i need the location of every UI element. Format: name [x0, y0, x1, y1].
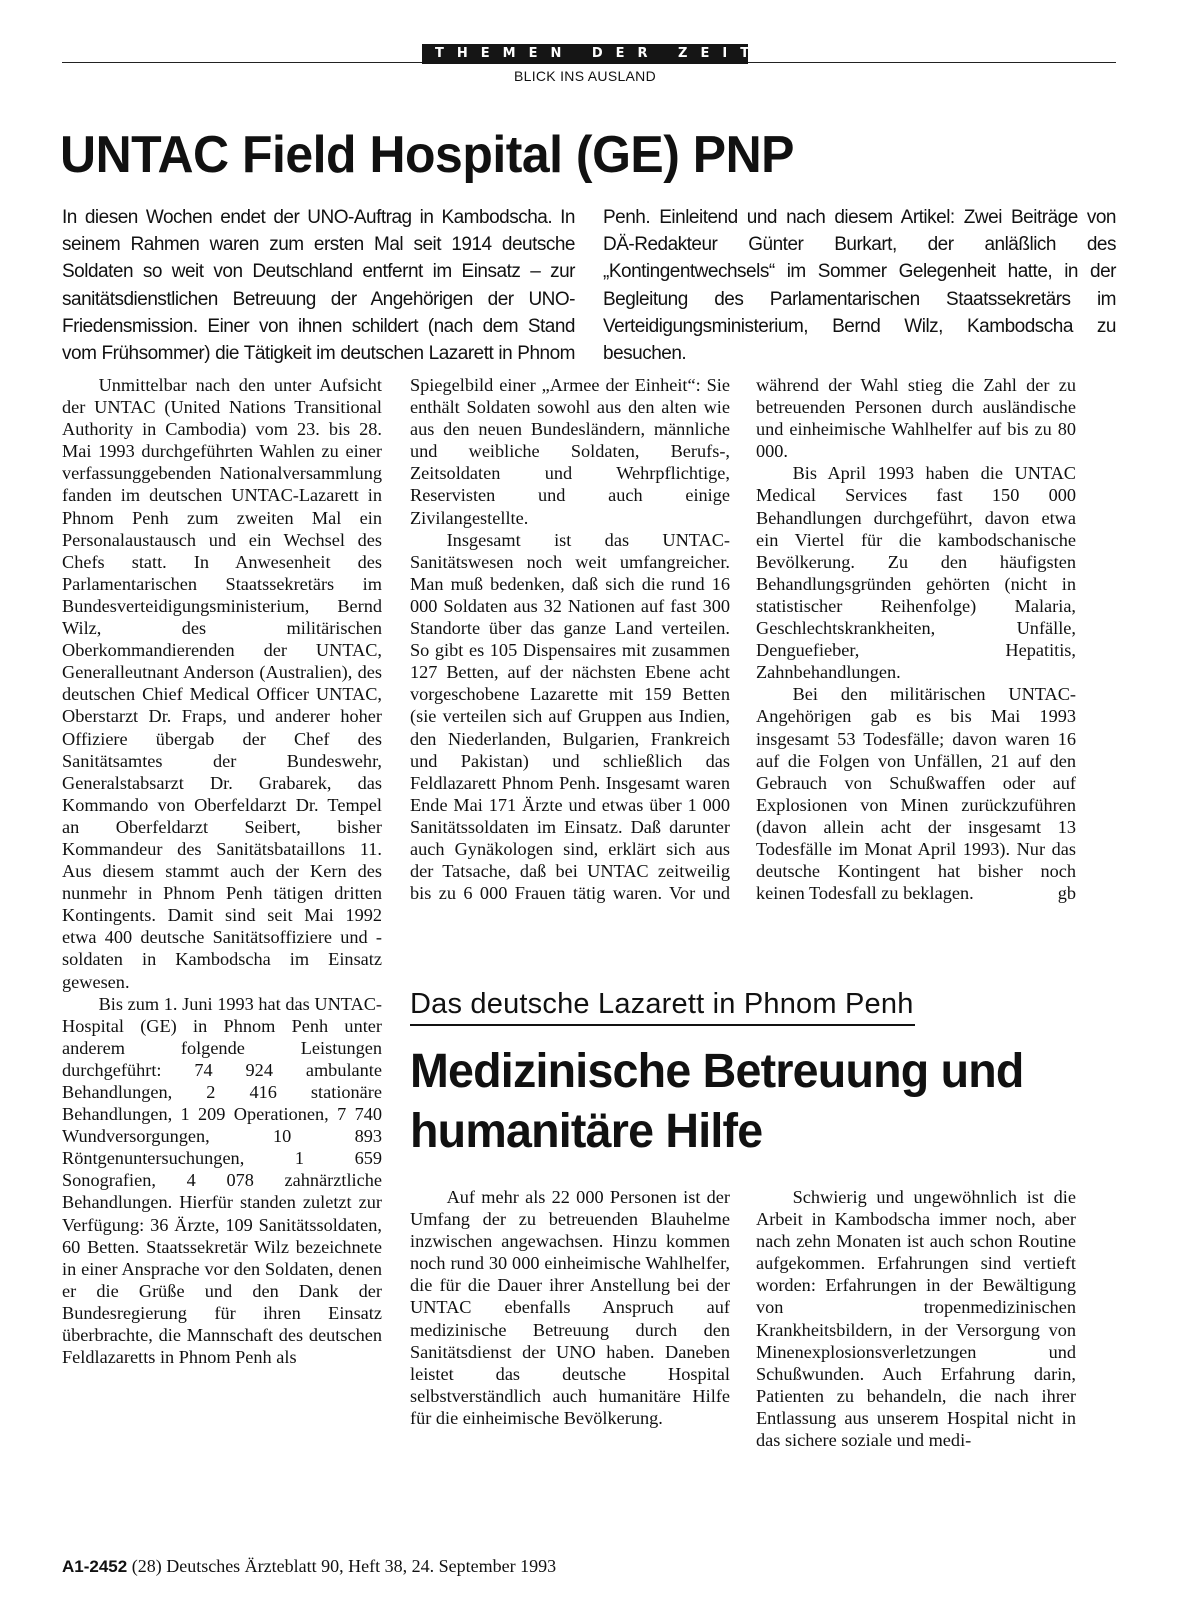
- publication-citation: (28) Deutsches Ärzteblatt 90, Heft 38, 24. September 1993: [131, 1556, 557, 1576]
- article-columns-2-3: [410, 374, 1076, 904]
- second-article-subhead: Das deutsche Lazarett in Phnom Penh: [410, 984, 915, 1026]
- article-column-1: [62, 374, 382, 1368]
- paragraph: Spiegelbild einer „Armee der Einheit“: Sie enthält Soldaten sowohl aus den alten wie aus den neuen Bundesländern, männliche und weibliche Soldaten, Berufs-, Zeitsoldaten und Wehrpflichtige, Reservisten und auch einige Zivilangestellte.: [410, 375, 730, 528]
- second-article-columns: [410, 1186, 1076, 1451]
- paragraph: Insgesamt ist das UNTAC-Sanitätswesen noch weit umfangreicher. Man muß bedenken, daß sich die rund 16 000 Soldaten aus 32 Nationen auf fast 300 Standorte über das ganze Land verteilen. So gibt es 105 Dispensaires mit zusammen 127 Betten, auf der nächsten Ebene acht vorgeschobene Lazarette mit 159 Betten (sie verteilen sich auf Gruppen aus Indien, den Niederlanden, Bulgarien, Frankreich und Pakistan) und schließlich das Feldlazarett Phnom Penh. Insgesamt waren Ende Mai 171 Ärzte und etwas über 1 000 Sanitätssoldaten im Einsatz. Daß darunter auch Gynäkologen sind, erklärt sich aus der Tatsache, daß bei UNTAC zeitweilig bis zu 6 000 Frauen tätig waren. Vor und während der Wahl stieg die Zahl der zu betreuenden Personen durch ausländische und einheimische Wahlhelfer auf bis zu 80 000.: [410, 375, 1076, 904]
- article-lead: In diesen Wochen endet der UNO-Auftrag in Kambodscha. In seinem Rahmen waren zum ersten Mal seit 1914 deutsche Soldaten so weit von Deutschland entfernt im Einsatz – zur sanitätsdienstlichen Betreuung der Angehörigen der UNO-Friedensmission. Einer von ihnen schildert (nach dem Stand vom Frühsommer) die Tätigkeit im deutschen Lazarett in Phnom Penh. Einleitend und nach diesem Artikel: Zwei Beiträge von DÄ-Redakteur Günter Burkart, der anläßlich des „Kontingentwechsels“ im Sommer Gelegenheit hatte, in der Begleitung des Parlamentarischen Staatssekretärs im Verteidigungsministerium, Bernd Wilz, Kambodscha zu besuchen.: [62, 207, 1116, 365]
- section-kicker: BLICK INS AUSLAND: [513, 68, 657, 84]
- paragraph: Bis zum 1. Juni 1993 hat das UNTAC-Hospital (GE) in Phnom Penh unter anderem folgende Leistungen durchgeführt: 74 924 ambulante Behandlungen, 2 416 stationäre Behandlungen, 1 209 Operationen, 7 740 Wundversorgungen, 10 893 Röntgenuntersuchungen, 1 659 Sonografien, 4 078 zahnärztliche Behandlungen. Hierfür standen zuletzt zur Verfügung: 36 Ärzte, 109 Sanitätssoldaten, 60 Betten. Staatssekretär Wilz bezeichnete in einer Ansprache vor den Soldaten, denen er die Grüße und den Dank der Bundesregierung für ihren Einsatz überbrachte, die Mannschaft des deutschen Feldlazaretts in Phnom Penh als: [62, 993, 382, 1368]
- paragraph-last: [756, 683, 1076, 904]
- paragraph: Bis April 1993 haben die UNTAC Medical Services fast 150 000 Behandlungen durchgeführt, davon etwa ein Viertel für die kambodschanische Bevölkerung. Zu den häufigsten Behandlungsgründen gehörten (nicht in statistischer Reihenfolge) Malaria, Geschlechtskrankheiten, Unfälle, Denguefieber, Hepatitis, Zahnbehandlungen.: [756, 463, 1076, 683]
- author-signature: gb: [1057, 883, 1076, 904]
- paragraph-text: Bei den militärischen UNTAC-Angehörigen gab es bis Mai 1993 insgesamt 53 Todesfälle; davon waren 16 auf die Folgen von Unfällen, 21 auf den Gebrauch von Schußwaffen oder auf Explosionen von Minen zurückzuführen (davon allein acht der insgesamt 13 Todesfälle im Monat April 1993). Nur das deutsche Kontingent hat bisher noch keinen Todesfall zu beklagen.: [756, 684, 1076, 904]
- header-rule-left: [62, 62, 422, 63]
- page-folio: A1-2452: [62, 1557, 128, 1576]
- page-footer: [62, 1556, 556, 1577]
- section-banner: THEMEN DER ZEIT: [422, 44, 748, 64]
- paragraph: Auf mehr als 22 000 Personen ist der Umfang der zu betreuenden Blauhelme inzwischen angewachsen. Hinzu kommen noch rund 30 000 einheimische Wahlhelfer, die für die Dauer ihrer Anstellung bei der UNTAC ebenfalls Anspruch auf medizinische Betreuung durch den Sanitätsdienst der UNO haben. Daneben leistet das deutsche Hospital selbstverständlich auch humanitäre Hilfe für die einheimische Bevölkerung.: [410, 1187, 730, 1428]
- second-article-title: Medizinische Betreuung und humanitäre Hilfe: [410, 1045, 1024, 1158]
- header-rule-right: [748, 62, 1116, 63]
- article-title: UNTAC Field Hospital (GE) PNP: [60, 126, 794, 184]
- paragraph: Schwierig und ungewöhnlich ist die Arbeit in Kambodscha immer noch, aber nach zehn Monaten ist auch schon Routine aufgekommen. Erfahrungen sind vertieft worden: Erfahrungen in der Bewältigung von tropenmedizinischen Krankheitsbildern, in der Versorgung von Minenexplosionsverletzungen und Schußwunden. Auch Erfahrung darin, Patienten zu behandeln, die nach ihrer Entlassung aus unserem Hospital nicht in das sichere soziale und medi-: [756, 1187, 1076, 1451]
- paragraph: Unmittelbar nach den unter Aufsicht der UNTAC (United Nations Transitional Authority in Cambodia) vom 23. bis 28. Mai 1993 durchgeführten Wahlen zu einer verfassunggebenden Nationalversammlung fanden im deutschen UNTAC-Lazarett in Phnom Penh zum zweiten Mal ein Personalaustausch und ein Wechsel des Chefs statt. In Anwesenheit des Parlamentarischen Staatssekretärs im Bundesverteidigungsministerium, Bernd Wilz, des militärischen Oberkommandierenden der UNTAC, Generalleutnant Anderson (Australien), des deutschen Chief Medical Officer UNTAC, Oberstarzt Dr. Fraps, und anderer hoher Offiziere übergab der Chef des Sanitätsamtes der Bundeswehr, Generalstabsarzt Dr. Grabarek, das Kommando von Oberfeldarzt Dr. Tempel an Oberfeldarzt Seibert, bisher Kommandeur des Sanitätsbataillons 11. Aus diesem stammt auch der Kern des nunmehr in Phnom Penh tätigen dritten Kontingents. Damit sind seit Mai 1992 etwa 400 deutsche Sanitätsoffiziere und -soldaten in Kambodscha im Einsatz gewesen.: [62, 375, 382, 992]
